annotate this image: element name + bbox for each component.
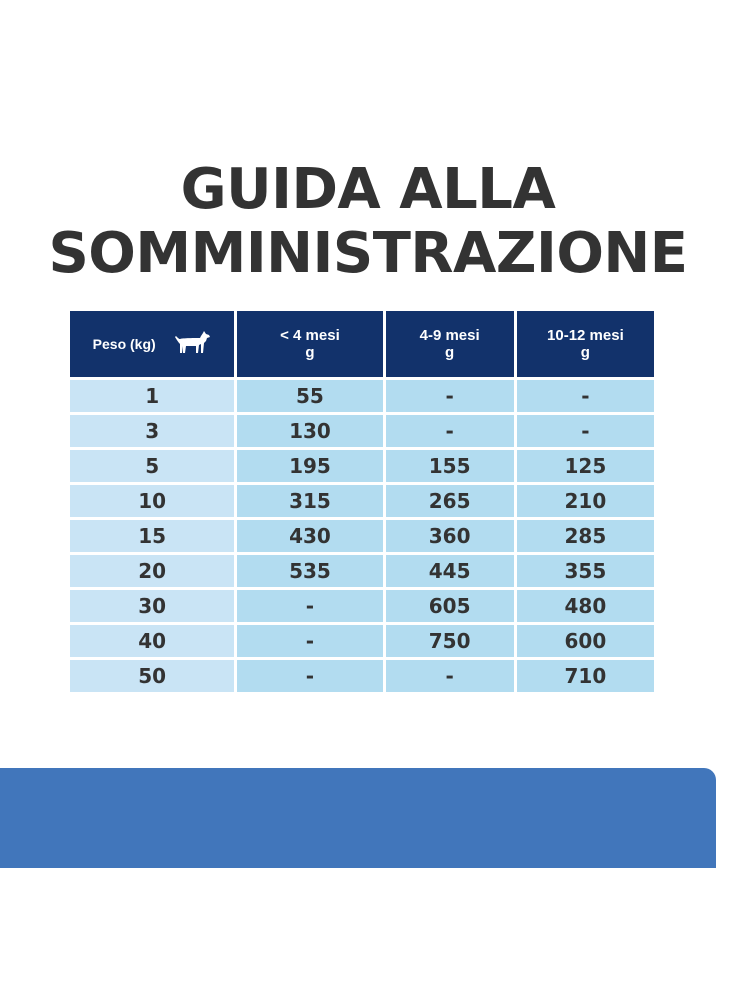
value-cell: -	[386, 415, 514, 447]
weight-cell: 5	[70, 450, 234, 482]
age-column-label-1: < 4 mesi	[280, 327, 340, 344]
table-row	[70, 625, 654, 657]
value-cell: -	[517, 415, 654, 447]
page-title-line-2: SOMMINISTRAZIONE	[48, 221, 688, 286]
weight-header-label: Peso (kg)	[92, 335, 156, 352]
age-column-header-1	[237, 311, 382, 377]
value-cell: 480	[517, 590, 654, 622]
value-cell: 355	[517, 555, 654, 587]
table-row	[70, 555, 654, 587]
page-title-line-1: GUIDA ALLA	[180, 157, 556, 222]
value-cell: -	[386, 380, 514, 412]
value-cell: 285	[517, 520, 654, 552]
value-cell: 155	[386, 450, 514, 482]
table-row	[70, 590, 654, 622]
weight-cell: 50	[70, 660, 234, 692]
weight-cell: 15	[70, 520, 234, 552]
age-column-unit-3: g	[580, 344, 590, 361]
age-column-unit-2: g	[445, 344, 455, 361]
value-cell: 710	[517, 660, 654, 692]
dog-icon	[172, 327, 212, 361]
weight-cell: 1	[70, 380, 234, 412]
value-cell: 445	[386, 555, 514, 587]
age-column-header-3	[517, 311, 654, 377]
age-column-unit-1: g	[305, 344, 315, 361]
table-header-row	[70, 311, 654, 377]
page-title	[0, 158, 736, 286]
value-cell: 210	[517, 485, 654, 517]
table-row	[70, 485, 654, 517]
weight-cell: 20	[70, 555, 234, 587]
value-cell: 55	[237, 380, 382, 412]
value-cell: 360	[386, 520, 514, 552]
value-cell: 600	[517, 625, 654, 657]
value-cell: 605	[386, 590, 514, 622]
value-cell: 125	[517, 450, 654, 482]
value-cell: -	[517, 380, 654, 412]
age-column-label-2: 4-9 mesi	[419, 327, 480, 344]
value-cell: 315	[237, 485, 382, 517]
value-cell: 430	[237, 520, 382, 552]
bottom-banner	[0, 768, 716, 868]
table-row	[70, 415, 654, 447]
weight-cell: 3	[70, 415, 234, 447]
weight-cell: 10	[70, 485, 234, 517]
table-row	[70, 380, 654, 412]
weight-cell: 30	[70, 590, 234, 622]
table-row	[70, 660, 654, 692]
value-cell: -	[386, 660, 514, 692]
value-cell: -	[237, 660, 382, 692]
value-cell: -	[237, 590, 382, 622]
value-cell: 750	[386, 625, 514, 657]
value-cell: 265	[386, 485, 514, 517]
value-cell: -	[237, 625, 382, 657]
age-column-header-2	[386, 311, 514, 377]
table-row	[70, 450, 654, 482]
value-cell: 130	[237, 415, 382, 447]
weight-column-header	[70, 311, 234, 377]
value-cell: 535	[237, 555, 382, 587]
age-column-label-3: 10-12 mesi	[547, 327, 624, 344]
weight-cell: 40	[70, 625, 234, 657]
table-row	[70, 520, 654, 552]
feeding-guide-table	[67, 308, 657, 695]
value-cell: 195	[237, 450, 382, 482]
